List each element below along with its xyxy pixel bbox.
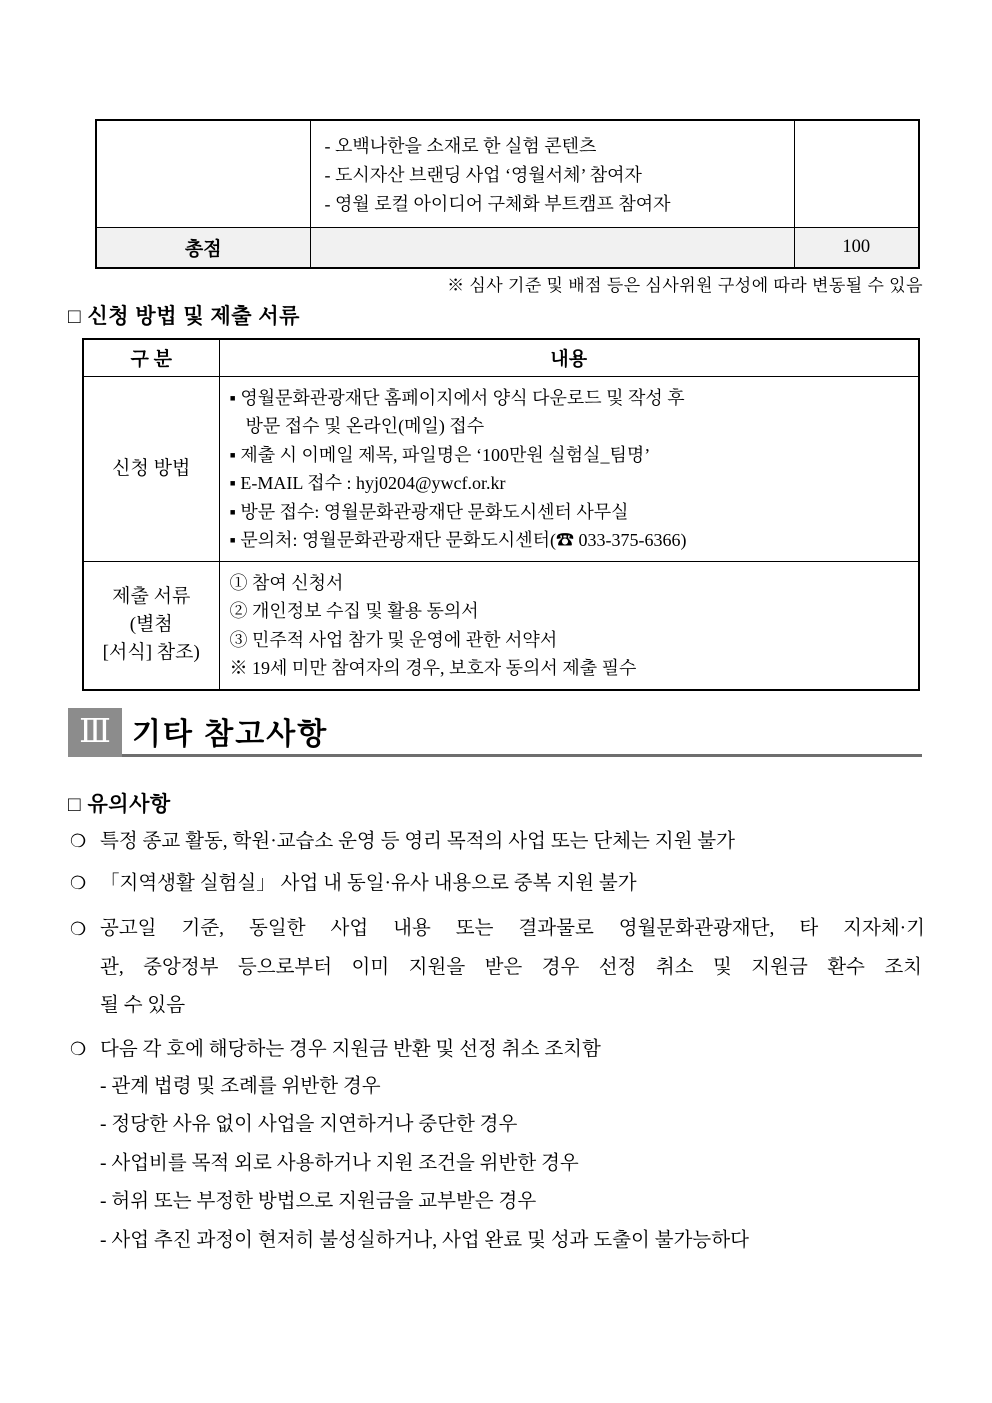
submit-docs-label-line: [서식] 참조)	[102, 642, 200, 663]
score-item: - 오백나한을 소재로 한 실험 콘텐츠	[324, 136, 597, 156]
submit-docs-content	[219, 561, 919, 690]
notes-subheading: □ 유의사항	[68, 793, 171, 816]
submit-docs-line: ① 참여 신청서	[229, 572, 344, 593]
apply-method-line-phone: ▪ 문의처: 영월문화관광재단 문화도시센터(☎ 033-375-6366)	[229, 530, 687, 550]
score-criterion-cell-empty	[96, 120, 310, 227]
submit-docs-label	[83, 561, 219, 690]
score-table	[95, 119, 920, 269]
section-underline	[122, 754, 922, 757]
notice-bullet	[70, 1036, 925, 1063]
apply-method-line: ▪ 영월문화관광재단 홈페이지에서 양식 다운로드 및 작성 후	[229, 387, 685, 408]
score-points-cell-empty	[794, 120, 919, 227]
apply-method-line: 방문 접수 및 온라인(메일) 접수	[245, 416, 485, 436]
notice-bullet	[70, 828, 925, 855]
notice-text-continuation: 될 수 있음	[100, 995, 186, 1016]
submit-docs-label-line: (별첨	[129, 614, 173, 635]
submit-docs-line-note: ※ 19세 미만 참여자의 경우, 보호자 동의서 제출 필수	[229, 658, 637, 678]
notice-text: 공고일 기준, 동일한 사업 내용 또는 결과물로 영월문화관광재단, 타 지자체·기	[100, 918, 925, 939]
apply-method-line-email: ▪ E-MAIL 접수 : hyj0204@ywcf.or.kr	[229, 473, 506, 493]
apply-method-line: ▪ 제출 시 이메일 제목, 파일명은 ‘100만원 실험실_팀명’	[229, 444, 651, 465]
submit-docs-line: ② 개인정보 수집 및 활용 동의서	[229, 601, 479, 621]
circle-bullet-icon: ❍	[70, 873, 87, 893]
section-title: 기타 참고사항	[132, 718, 329, 751]
notice-sub-item: - 사업비를 목적 외로 사용하거나 지원 조건을 위반한 경우	[100, 1153, 579, 1174]
apply-table	[82, 338, 920, 691]
score-item: - 도시자산 브랜딩 사업 ‘영월서체’ 참여자	[324, 165, 642, 185]
notice-sub-item: - 정당한 사유 없이 사업을 지연하거나 중단한 경우	[100, 1114, 518, 1135]
score-total-value: 100	[794, 227, 919, 268]
notice-bullet	[70, 870, 925, 897]
submit-docs-row	[83, 561, 919, 690]
notice-text: 특정 종교 활동, 학원·교습소 운영 등 영리 목적의 사업 또는 단체는 지원 불가	[100, 831, 735, 852]
notice-sub-item: - 관계 법령 및 조례를 위반한 경우	[100, 1076, 381, 1097]
score-total-row	[96, 227, 919, 268]
score-items-cell	[310, 120, 794, 227]
apply-method-label: 신청 방법	[83, 376, 219, 561]
score-item: - 영월 로컬 아이디어 구체화 부트캠프 참여자	[324, 194, 671, 214]
apply-table-header-category: 구 분	[83, 339, 219, 376]
apply-method-content	[219, 376, 919, 561]
score-total-spacer	[310, 227, 794, 268]
apply-table-header-row	[83, 339, 919, 376]
scoring-change-note: ※ 심사 기준 및 배점 등은 심사위원 구성에 따라 변동될 수 있음	[447, 276, 923, 295]
notice-text-continuation: 관, 중앙정부 등으로부터 이미 지원을 받은 경우 선정 취소 및 지원금 환수 조치	[100, 957, 922, 978]
score-total-label: 총점	[96, 227, 310, 268]
notice-text: 「지역생활 실험실」 사업 내 동일·유사 내용으로 중복 지원 불가	[100, 873, 637, 894]
apply-table-header-content: 내용	[219, 339, 919, 376]
apply-method-line: ▪ 방문 접수: 영월문화관광재단 문화도시센터 사무실	[229, 501, 629, 522]
score-table-row	[96, 120, 919, 227]
submit-docs-line: ③ 민주적 사업 참가 및 운영에 관한 서약서	[229, 629, 558, 650]
submit-docs-label-line: 제출 서류	[112, 586, 191, 607]
notice-text: 다음 각 호에 해당하는 경우 지원금 반환 및 선정 취소 조치함	[100, 1039, 601, 1060]
circle-bullet-icon: ❍	[70, 831, 87, 851]
apply-method-row	[83, 376, 919, 561]
notice-bullet	[70, 916, 925, 942]
circle-bullet-icon: ❍	[70, 919, 87, 939]
notice-sub-item: - 허위 또는 부정한 방법으로 지원금을 교부받은 경우	[100, 1191, 537, 1212]
notice-sub-item: - 사업 추진 과정이 현저히 불성실하거나, 사업 완료 및 성과 도출이 불가능하다	[100, 1230, 749, 1251]
section-numeral: Ⅲ	[79, 714, 111, 750]
apply-section-heading: □ 신청 방법 및 제출 서류	[68, 305, 300, 328]
circle-bullet-icon: ❍	[70, 1039, 87, 1059]
section-numeral-box	[68, 708, 122, 757]
